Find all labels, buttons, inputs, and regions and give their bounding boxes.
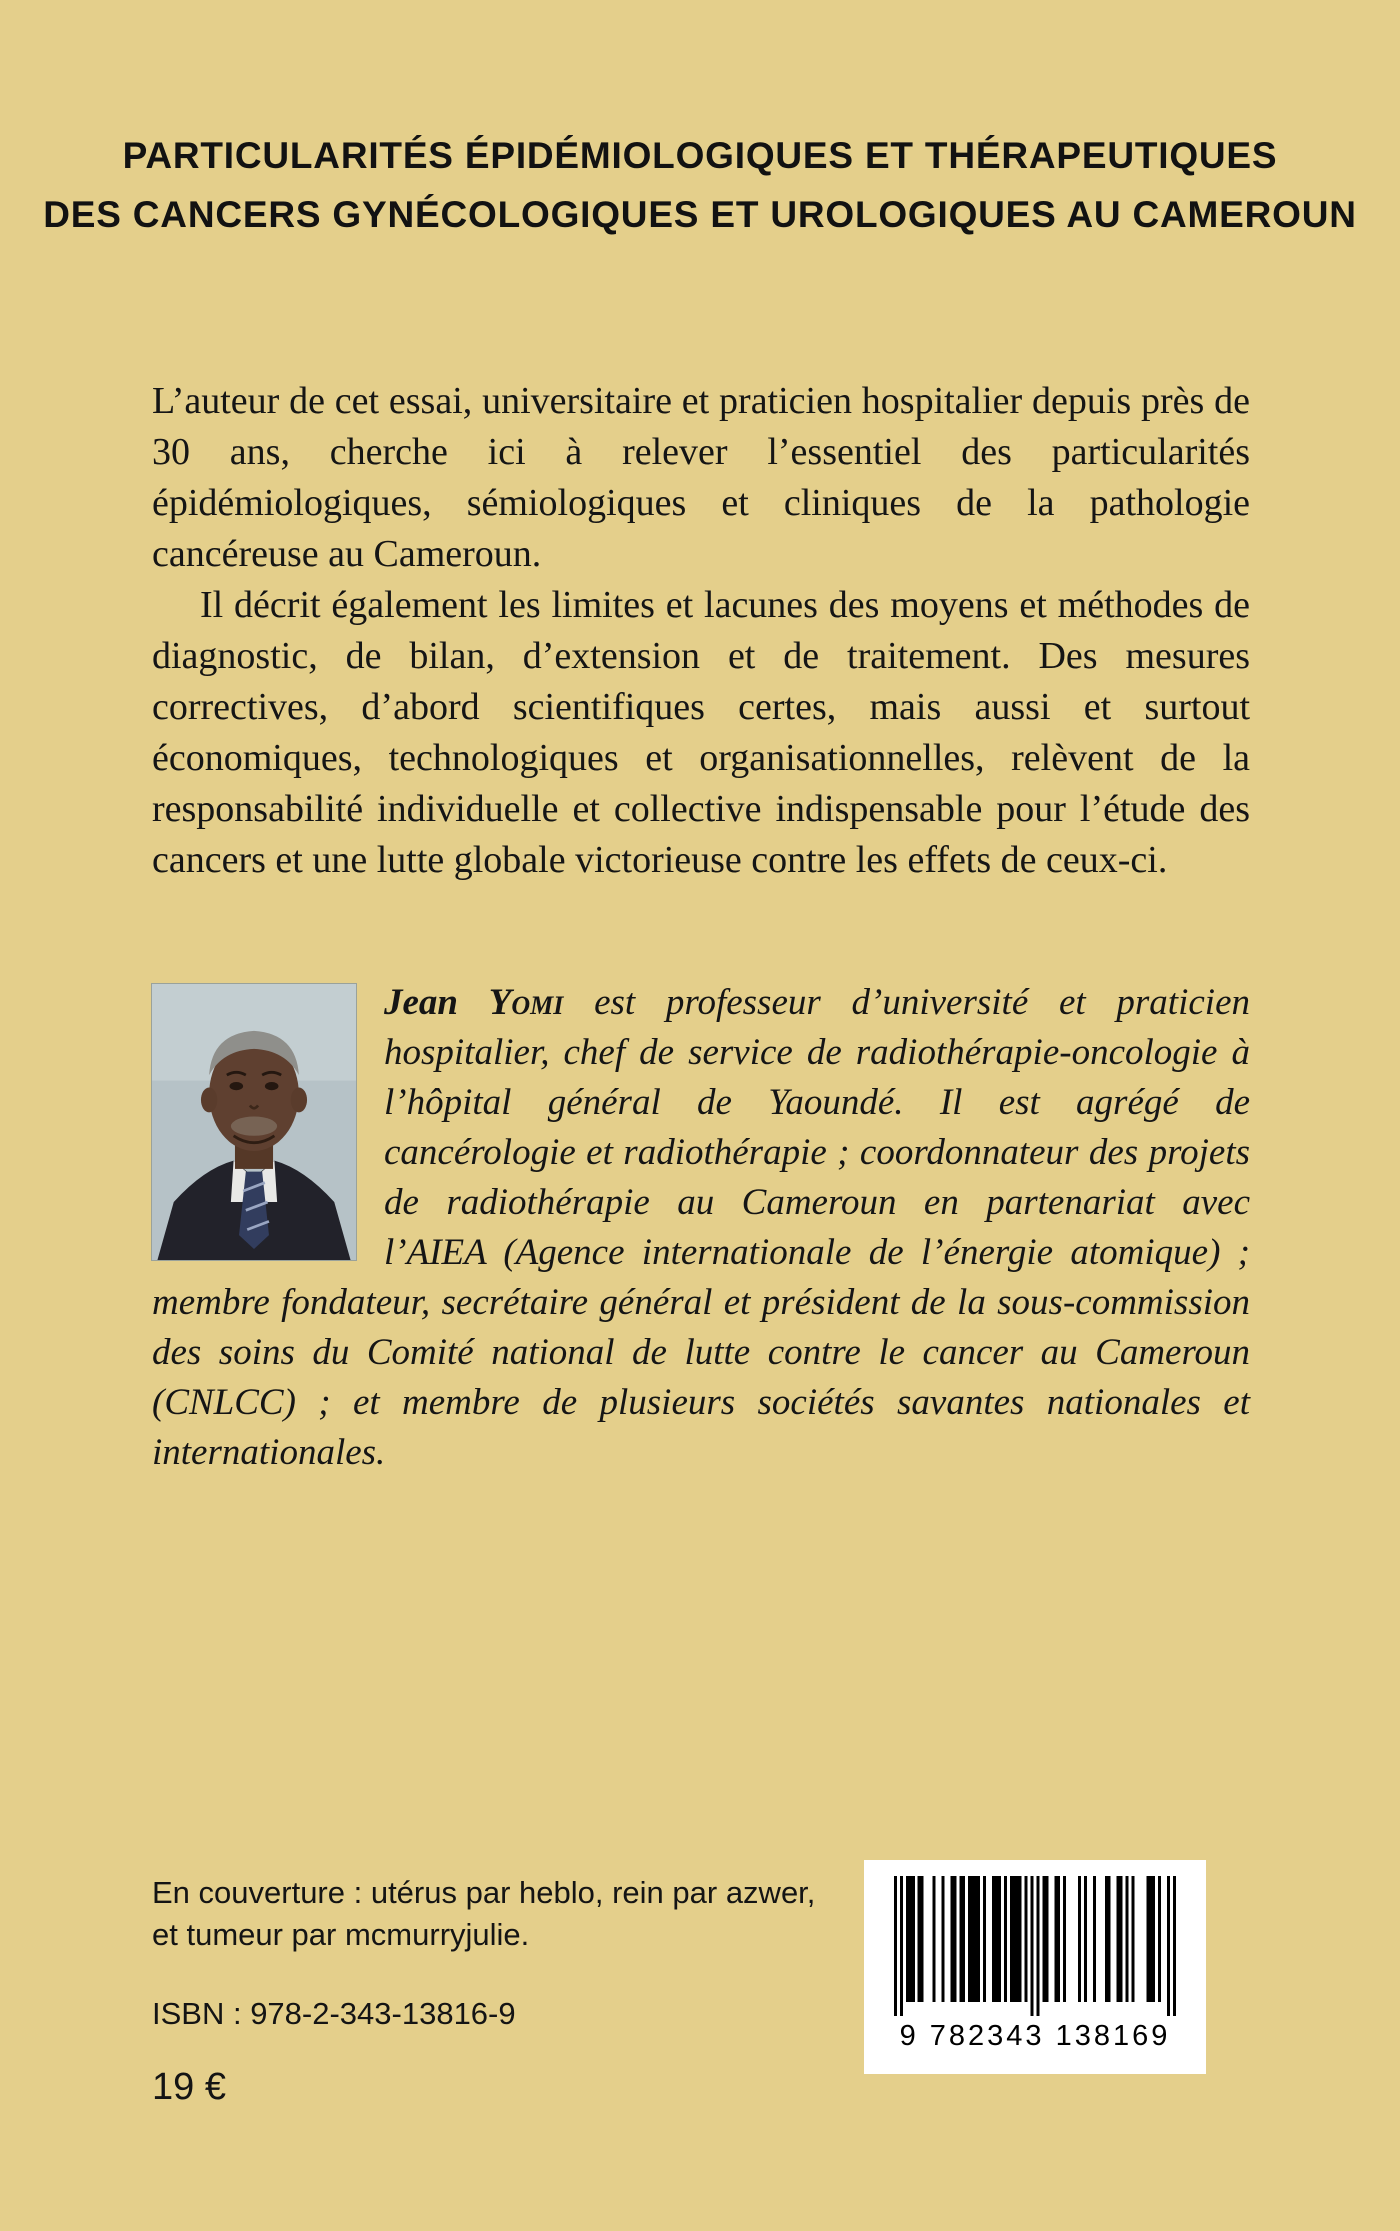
barcode-bars <box>894 1876 1176 2016</box>
isbn: ISBN : 978-2-343-13816-9 <box>152 1996 516 2031</box>
title-line-1: PARTICULARITÉS ÉPIDÉMIOLOGIQUES ET THÉRAPEUTIQUES <box>122 135 1278 176</box>
cover-credit-line-1: En couverture : utérus par heblo, rein par azwer, <box>152 1875 816 1910</box>
title-line-2: DES CANCERS GYNÉCOLOGIQUES ET UROLOGIQUES AU CAMEROUN <box>43 194 1357 235</box>
cover-credits <box>152 1872 815 1956</box>
author-photo <box>152 984 356 1260</box>
price: 19 € <box>152 2066 226 2108</box>
book-title <box>0 126 1400 244</box>
author-first-name: Jean <box>384 982 458 1023</box>
synopsis <box>152 376 1250 886</box>
author-bio <box>152 978 1250 1478</box>
barcode-digits: 9 782343 138169 <box>899 2020 1171 2052</box>
author-portrait-illustration <box>152 984 356 1260</box>
synopsis-paragraph-1: L’auteur de cet essai, universitaire et praticien hospitalier depuis près de 30 ans, cherche ici à relever l’essentiel des particularités épidémiologiques, sémiologiques et cliniques de la pathologie cancéreuse au Cameroun. <box>152 380 1250 575</box>
author-last-name: Yomi <box>488 982 564 1023</box>
barcode-panel <box>864 1860 1206 2074</box>
cover-credit-line-2: et tumeur par mcmurryjulie. <box>152 1917 530 1952</box>
author-bio-body: est professeur d’université et praticien hospitalier, chef de service de radiothérapie-oncologie à l’hôpital général de Yaoundé. Il est agrégé de cancérologie et radiothérapie ; coordonnateur des projets de radiothérapie au Cameroun en partenariat avec l’AIEA (Agence internationale de l’énergie atomique) ; membre fondateur, secrétaire général et président de la sous-commission des soins du Comité national de lutte contre le cancer au Cameroun (CNLCC) ; et membre de plusieurs sociétés savantes nationales et internationales. <box>152 982 1250 1473</box>
synopsis-paragraph-2: Il décrit également les limites et lacunes des moyens et méthodes de diagnostic, de bilan, d’extension et de traitement. Des mesures correctives, d’abord scientifiques certes, mais aussi et surtout économiques, technologiques et organisationnelles, relèvent de la responsabilité individuelle et collective indispensable pour l’étude des cancers et une lutte globale victorieuse contre les effets de ceux-ci. <box>152 584 1250 881</box>
